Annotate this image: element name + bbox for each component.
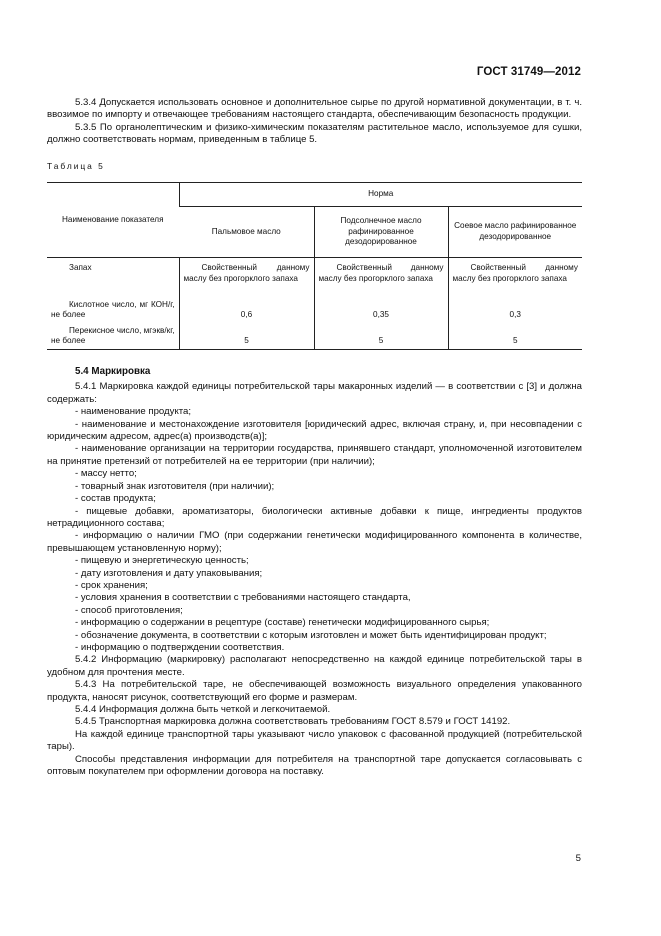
list-item: - условия хранения в соответствии с требованиями настоящего стандарта, bbox=[75, 592, 411, 604]
cell-value: 0,3 bbox=[448, 297, 582, 321]
row-name-acid-number: Кислотное число, мг КОН/г, не более bbox=[51, 299, 175, 320]
list-item: - массу нетто; bbox=[75, 468, 137, 480]
paragraph-5-3-4: 5.3.4 Допускается использовать основное и дополнительное сырье по другой нормативной документации, в т. ч. ввозимое по импорту и отвечающее требованиям настоящего стандарта, обеспечивающим безопасность продукции. bbox=[47, 97, 582, 121]
header-palm-oil: Пальмовое масло bbox=[179, 207, 314, 258]
list-item: - срок хранения; bbox=[75, 579, 148, 591]
table-5 bbox=[47, 182, 582, 350]
cell-value: 5 bbox=[448, 321, 582, 350]
list-item: - способ приготовления; bbox=[75, 604, 183, 616]
table-row bbox=[47, 258, 582, 298]
cell-value: Свойственный данному маслу без прогорклого запаха bbox=[314, 258, 448, 298]
list-item: - пищевые добавки, ароматизаторы, биологически активные добавки к пище, ингредиенты продуктов нетрадиционного состава; bbox=[47, 505, 582, 529]
list-item: - наименование продукта; bbox=[75, 406, 192, 418]
row-name-peroxide-number: Перекисное число, мгэкв/кг, не более bbox=[51, 325, 175, 346]
list-item: - информацию о наличии ГМО (при содержании генетически модифицированного компонента в количестве, превышающем установленную норму); bbox=[47, 530, 582, 554]
paragraph-5-4-5: 5.4.5 Транспортная маркировка должна соответствовать требованиям ГОСТ 8.579 и ГОСТ 14192. bbox=[75, 716, 511, 728]
list-item: - наименование организации на территории государства, принявшего стандарт, уполномоченной изготовителем на принятие претензий от потребителей на ее территории (при наличии); bbox=[47, 443, 582, 467]
cell-value: 5 bbox=[314, 321, 448, 350]
page-content bbox=[47, 97, 582, 778]
paragraph-5-4-2: 5.4.2 Информацию (маркировку) располагают непосредственно на каждой единице потребительской тары в удобном для прочтения месте. bbox=[47, 654, 582, 678]
header-indicator-name: Наименование показателя bbox=[47, 183, 179, 258]
list-item: - состав продукта; bbox=[75, 493, 156, 505]
header-norm: Норма bbox=[179, 183, 582, 207]
paragraph-5-4-4: 5.4.4 Информация должна быть четкой и легкочитаемой. bbox=[75, 704, 331, 715]
paragraph-5-3-5: 5.3.5 По органолептическим и физико-химическим показателям растительное масло, используемое для сушки, должно соответствовать нормам, приведенным в таблице 5. bbox=[47, 121, 582, 146]
cell-value: 0,35 bbox=[314, 297, 448, 321]
list-item: - дату изготовления и дату упаковывания; bbox=[75, 567, 263, 579]
page-number: 5 bbox=[575, 853, 581, 864]
list-item: - товарный знак изготовителя (при наличии); bbox=[75, 480, 275, 492]
header-sunflower-oil: Подсолнечное масло рафинированное дезодорированное bbox=[314, 207, 448, 258]
table-caption: Таблица 5 bbox=[47, 160, 105, 171]
paragraph: 5.4.1 Маркировка каждой единицы потребительской тары макаронных изделий — в соответствии с [3] и должна содержать: bbox=[47, 381, 582, 405]
cell-value: Свойственный данному маслу без прогорклого запаха bbox=[179, 258, 314, 298]
paragraph: Способы представления информации для потребителя на транспортной таре допускается согласовывать с оптовым покупателем при оформлении договора на поставку. bbox=[47, 753, 582, 778]
document-code: ГОСТ 31749—2012 bbox=[476, 66, 581, 78]
row-name-smell: Запах bbox=[69, 263, 92, 273]
cell-value: 0,6 bbox=[179, 297, 314, 321]
list-item: - наименование и местонахождение изготовителя [юридический адрес, включая страну, и, при несовпадении с юридическим адресом, адрес(а) производств(а)]; bbox=[47, 418, 582, 443]
header-soybean-oil: Соевое масло рафинированное дезодорированное bbox=[448, 207, 582, 258]
table-row bbox=[47, 297, 582, 321]
list-item: - пищевую и энергетическую ценность; bbox=[75, 555, 249, 567]
paragraph-5-4-3: 5.4.3 На потребительской таре, не обеспечивающей возможность визуального определения упакованного продукта, наносят рисунок, соответствующий его форме и размерам. bbox=[47, 679, 582, 703]
section-title: 5.4 Маркировка bbox=[75, 366, 151, 378]
paragraph: На каждой единице транспортной тары указывают число упаковок с фасованной продукцией (потребительской тары). bbox=[47, 728, 582, 753]
table-row bbox=[47, 321, 582, 350]
list-item: - информацию о содержании в рецептуре (составе) генетически модифицированного сырья; bbox=[75, 617, 490, 629]
list-item: - информацию о подтверждении соответствия. bbox=[75, 641, 285, 653]
cell-value: 5 bbox=[179, 321, 314, 350]
cell-value: Свойственный данному маслу без прогорклого запаха bbox=[448, 258, 582, 298]
list-item: - обозначение документа, в соответствии с которым изготовлен и может быть идентифицирован продукт; bbox=[75, 629, 547, 641]
